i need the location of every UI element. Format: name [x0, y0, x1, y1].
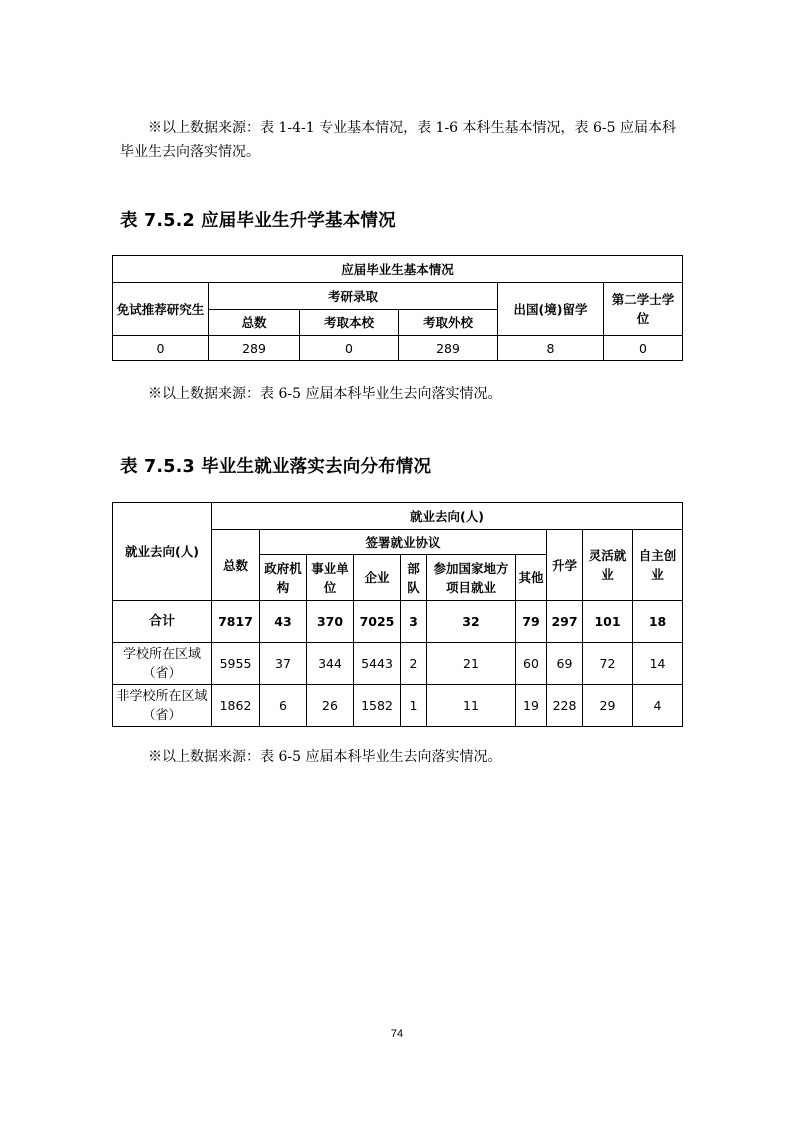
employment-destination-table: [112, 502, 683, 727]
col-public-institution: 事业单位: [307, 555, 354, 601]
cell-enterprise: 1582: [354, 685, 401, 727]
col-exam-total: 总数: [209, 310, 300, 336]
cell-flexible: 72: [583, 643, 633, 685]
col-others: 其他: [516, 555, 547, 601]
col-self-employed: 自主创业: [633, 530, 683, 601]
cell-total: 7817: [212, 601, 260, 643]
table-row-total: [113, 601, 683, 643]
cell-total: 5955: [212, 643, 260, 685]
col-contract: 签署就业协议: [260, 530, 547, 555]
col-government: 政府机构: [260, 555, 307, 601]
cell-local-project: 11: [427, 685, 516, 727]
cell-government: 37: [260, 643, 307, 685]
table-row-out-province: [113, 685, 683, 727]
cell-army: 3: [401, 601, 427, 643]
col-total: 总数: [212, 530, 260, 601]
col-exempt: 免试推荐研究生: [113, 283, 209, 336]
cell-abroad: 8: [498, 336, 604, 361]
cell-army: 1: [401, 685, 427, 727]
col-exam: 考研录取: [209, 283, 498, 310]
cell-army: 2: [401, 643, 427, 685]
cell-government: 43: [260, 601, 307, 643]
col-abroad: 出国(境)留学: [498, 283, 604, 336]
cell-exam-own: 0: [300, 336, 399, 361]
cell-further-study: 228: [547, 685, 583, 727]
header-main: 应届毕业生基本情况: [113, 256, 683, 283]
col-destination: 就业去向(人): [212, 503, 683, 530]
cell-self-employed: 18: [633, 601, 683, 643]
graduate-further-study-table: [112, 255, 683, 361]
cell-flexible: 101: [583, 601, 633, 643]
cell-enterprise: 7025: [354, 601, 401, 643]
source-note-top: ※以上数据来源：表 1-4-1 专业基本情况，表 1-6 本科生基本情况，表 6-5 应届本科毕业生去向落实情况。: [120, 120, 676, 160]
table-row: [113, 336, 683, 361]
cell-exam-other: 289: [399, 336, 498, 361]
col-direction: 就业去向(人): [113, 503, 212, 601]
col-exam-own: 考取本校: [300, 310, 399, 336]
table-row-in-province: [113, 643, 683, 685]
cell-public-institution: 344: [307, 643, 354, 685]
cell-exempt: 0: [113, 336, 209, 361]
cell-further-study: 69: [547, 643, 583, 685]
cell-public-institution: 26: [307, 685, 354, 727]
col-flexible: 灵活就业: [583, 530, 633, 601]
source-note-table1: ※以上数据来源：表 6-5 应届本科毕业生去向落实情况。: [148, 386, 502, 402]
cell-self-employed: 14: [633, 643, 683, 685]
row-label: 非学校所在区域（省）: [113, 685, 212, 727]
source-note-table2: ※以上数据来源：表 6-5 应届本科毕业生去向落实情况。: [148, 749, 502, 765]
page-number: 74: [390, 1028, 404, 1040]
cell-total: 1862: [212, 685, 260, 727]
col-second-degree: 第二学士学位: [604, 283, 683, 336]
cell-local-project: 32: [427, 601, 516, 643]
cell-second-degree: 0: [604, 336, 683, 361]
row-label: 合计: [113, 601, 212, 643]
col-further-study: 升学: [547, 530, 583, 601]
cell-flexible: 29: [583, 685, 633, 727]
cell-further-study: 297: [547, 601, 583, 643]
cell-others: 79: [516, 601, 547, 643]
cell-public-institution: 370: [307, 601, 354, 643]
col-enterprise: 企业: [354, 555, 401, 601]
cell-government: 6: [260, 685, 307, 727]
row-label: 学校所在区域（省）: [113, 643, 212, 685]
cell-enterprise: 5443: [354, 643, 401, 685]
cell-local-project: 21: [427, 643, 516, 685]
col-exam-other: 考取外校: [399, 310, 498, 336]
col-local-project: 参加国家地方项目就业: [427, 555, 516, 601]
table-7-5-3-heading: 表 7.5.3 毕业生就业落实去向分布情况: [120, 457, 432, 477]
cell-self-employed: 4: [633, 685, 683, 727]
table-7-5-2-heading: 表 7.5.2 应届毕业生升学基本情况: [120, 211, 396, 231]
cell-exam-total: 289: [209, 336, 300, 361]
col-army: 部队: [401, 555, 427, 601]
cell-others: 19: [516, 685, 547, 727]
cell-others: 60: [516, 643, 547, 685]
